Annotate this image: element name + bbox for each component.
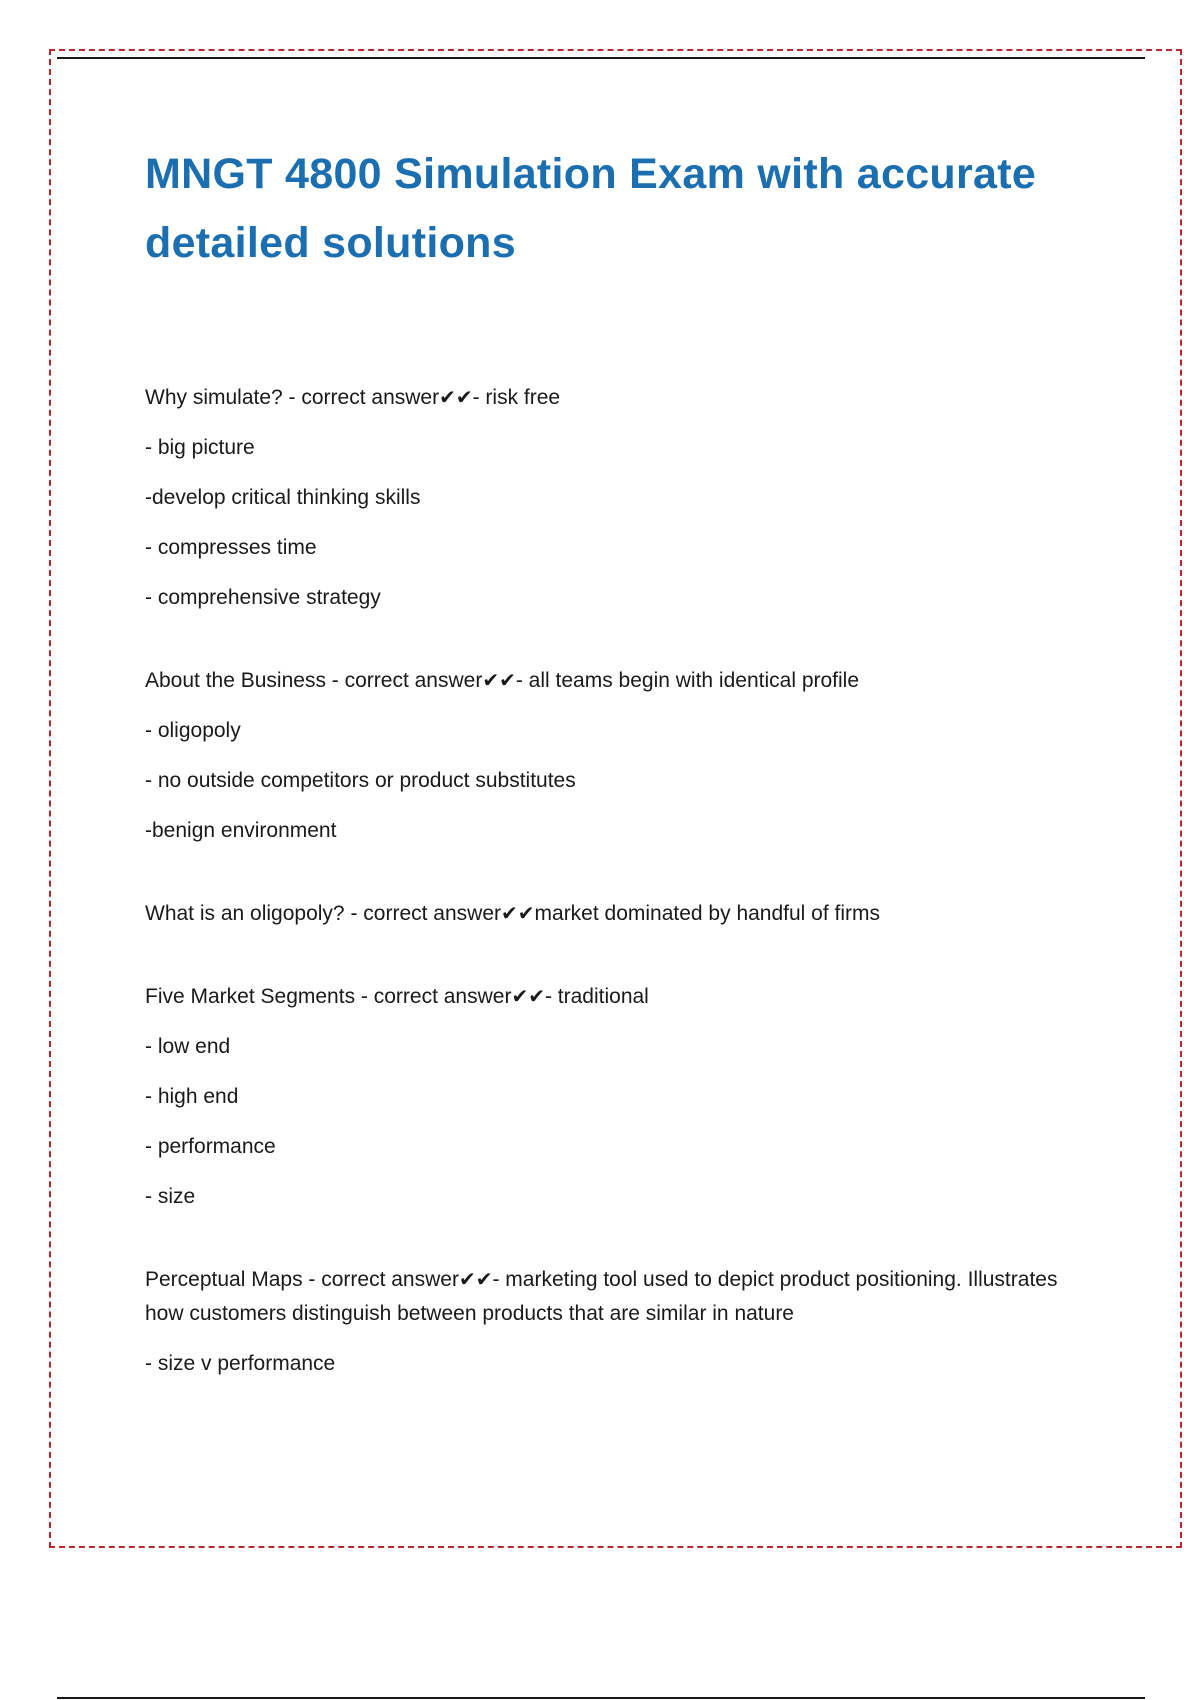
header-rule — [57, 57, 1145, 59]
check-icon: ✔✔ — [501, 901, 535, 925]
qa-item — [145, 663, 1095, 848]
qa-item — [145, 896, 1095, 931]
question-text: Five Market Segments - correct answer — [145, 985, 512, 1008]
qa-question-line — [145, 380, 1095, 415]
answer-text: - all teams begin with identical profile — [515, 669, 860, 692]
answer-line: - big picture — [145, 436, 255, 459]
answer-line: - low end — [145, 1035, 231, 1058]
answer-line: - oligopoly — [145, 719, 241, 742]
answer-text: - traditional — [544, 985, 649, 1008]
document-title: MNGT 4800 Simulation Exam with accurate detailed solutions — [145, 150, 1037, 267]
qa-question-line — [145, 1262, 1095, 1331]
answer-line: - no outside competitors or product substitutes — [145, 769, 576, 792]
check-icon: ✔✔ — [511, 984, 545, 1008]
qa-question-line — [145, 663, 1095, 698]
question-text: About the Business - correct answer — [145, 669, 483, 692]
question-text: Perceptual Maps - correct answer — [145, 1268, 459, 1291]
answer-line: -develop critical thinking skills — [145, 486, 421, 509]
document-body — [145, 140, 1095, 1429]
answer-line: - comprehensive strategy — [145, 586, 381, 609]
answer-line: - size — [145, 1185, 196, 1208]
qa-question-line — [145, 979, 1095, 1014]
question-text: What is an oligopoly? - correct answer — [145, 902, 501, 925]
qa-list — [145, 380, 1095, 1381]
qa-item — [145, 979, 1095, 1214]
answer-text: - risk free — [472, 386, 561, 409]
qa-item — [145, 1262, 1095, 1381]
check-icon: ✔✔ — [458, 1267, 493, 1291]
answer-line: -benign environment — [145, 819, 337, 842]
check-icon: ✔✔ — [439, 385, 473, 409]
footer-rule — [57, 1697, 1145, 1699]
answer-line: - size v performance — [145, 1352, 336, 1375]
answer-line: - performance — [145, 1135, 276, 1158]
check-icon: ✔✔ — [482, 668, 516, 692]
answer-text: - marketing tool used to depict product positioning. Illustrates how customers distinguish between products that are similar in nature — [145, 1268, 1058, 1325]
question-text: Why simulate? - correct answer — [145, 386, 440, 409]
qa-item — [145, 380, 1095, 615]
qa-question-line — [145, 896, 1095, 931]
answer-line: - high end — [145, 1085, 239, 1108]
answer-text: market dominated by handful of firms — [534, 902, 881, 925]
answer-line: - compresses time — [145, 536, 317, 559]
